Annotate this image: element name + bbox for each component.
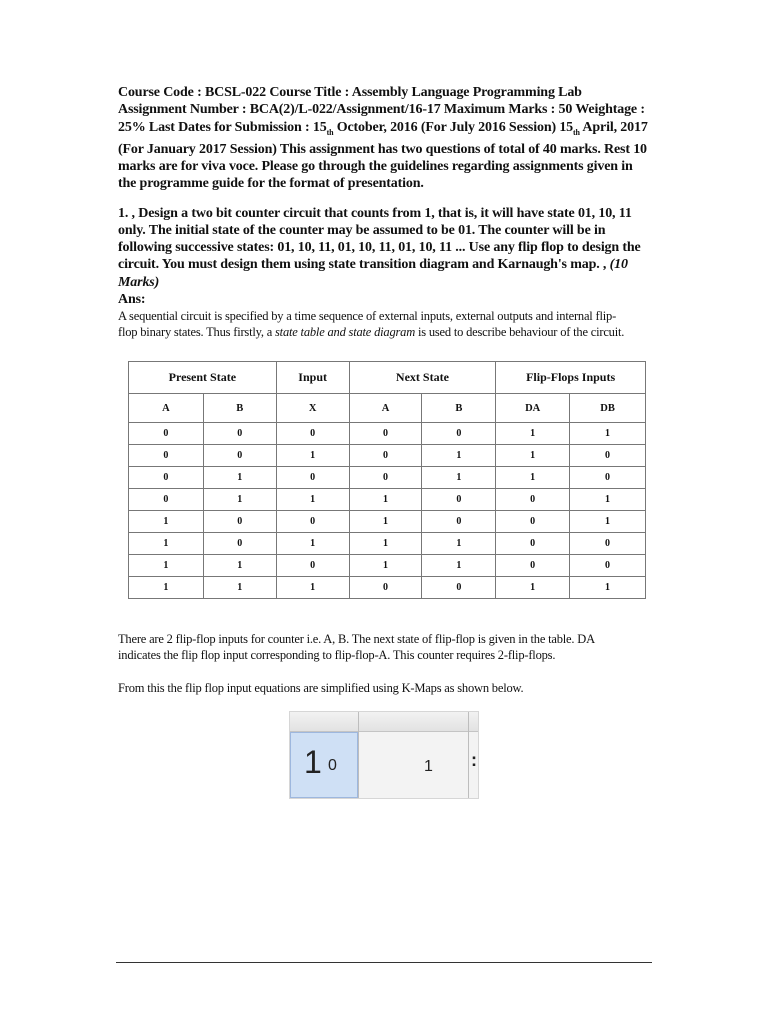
document-body bbox=[118, 84, 648, 340]
question-line bbox=[118, 256, 648, 273]
table-cell: 1 bbox=[422, 533, 496, 555]
answer-label: Ans: bbox=[118, 292, 146, 308]
table-cell: 0 bbox=[349, 577, 422, 599]
column-header: DA bbox=[496, 394, 570, 423]
table-cell: 1 bbox=[496, 467, 570, 489]
table-cell: 0 bbox=[422, 577, 496, 599]
flip-flop-paragraph bbox=[118, 631, 648, 663]
paragraph-line: There are 2 flip-flop inputs for counter i.e. A, B. The next state of flip-flop is given in the table. DA bbox=[118, 632, 595, 646]
question-text: circuit. You must design them using state transition diagram and Karnaugh's map. , bbox=[118, 257, 607, 273]
table-cell: 0 bbox=[496, 489, 570, 511]
paragraph-line: From this the flip flop input equations are simplified using K-Maps as shown below. bbox=[118, 681, 524, 695]
header-line: the programme guide for the format of presentation. bbox=[118, 176, 424, 192]
table-cell: 1 bbox=[129, 533, 204, 555]
table-cell: 0 bbox=[203, 423, 276, 445]
table-cell: 0 bbox=[349, 423, 422, 445]
table-cell: 1 bbox=[570, 423, 646, 445]
state-table-container bbox=[128, 361, 646, 599]
table-row bbox=[129, 533, 646, 555]
ordinal-suffix: th bbox=[326, 127, 334, 137]
table-cell: 0 bbox=[422, 511, 496, 533]
column-header: X bbox=[276, 394, 349, 423]
table-cell: 0 bbox=[570, 555, 646, 577]
column-header: DB bbox=[570, 394, 646, 423]
question-line bbox=[118, 274, 648, 291]
table-cell: 1 bbox=[203, 467, 276, 489]
table-cell: 1 bbox=[422, 555, 496, 577]
kmap-divider bbox=[358, 712, 359, 798]
header-line: (For January 2017 Session) This assignment has two questions of total of 40 marks. Rest 10 bbox=[118, 141, 647, 157]
table-cell: 1 bbox=[276, 577, 349, 599]
table-cell: 0 bbox=[422, 423, 496, 445]
table-cell: 0 bbox=[496, 533, 570, 555]
table-cell: 0 bbox=[203, 511, 276, 533]
intro-line bbox=[118, 324, 648, 340]
table-cell: 0 bbox=[203, 445, 276, 467]
table-cell: 1 bbox=[349, 489, 422, 511]
table-cell: 1 bbox=[422, 467, 496, 489]
header-line: Assignment Number : BCA(2)/L-022/Assignment/16-17 Maximum Marks : 50 Weightage : bbox=[118, 102, 645, 118]
table-row bbox=[129, 445, 646, 467]
state-table bbox=[128, 361, 646, 599]
header-line: marks are for viva voce. Please go through the guidelines regarding assignments given in bbox=[118, 158, 633, 174]
intro-emphasis: state table and state diagram bbox=[275, 325, 416, 340]
kmap-divider bbox=[468, 712, 469, 798]
group-header-input: Input bbox=[276, 362, 349, 394]
table-cell: 0 bbox=[349, 445, 422, 467]
kmap-cell-value: 1 bbox=[304, 744, 322, 780]
marks-label: (10 bbox=[609, 257, 628, 273]
question-line: only. The initial state of the counter may be assumed to be 01. The counter will be in bbox=[118, 222, 606, 238]
table-row bbox=[129, 577, 646, 599]
column-header: A bbox=[129, 394, 204, 423]
group-header-flip-flop-inputs: Flip-Flops Inputs bbox=[496, 362, 646, 394]
table-cell: 1 bbox=[276, 533, 349, 555]
table-cell: 0 bbox=[570, 445, 646, 467]
table-row bbox=[129, 489, 646, 511]
question-line: 1. , Design a two bit counter circuit that counts from 1, that is, it will have state 01, 10, 11 bbox=[118, 205, 632, 221]
table-cell: 0 bbox=[570, 467, 646, 489]
table-cell: 1 bbox=[570, 577, 646, 599]
table-cell: 0 bbox=[496, 555, 570, 577]
table-cell: 0 bbox=[129, 489, 204, 511]
intro-text: flop binary states. Thus firstly, a bbox=[118, 325, 276, 340]
table-cell: 0 bbox=[276, 423, 349, 445]
table-cell: 0 bbox=[276, 511, 349, 533]
table-cell: 0 bbox=[129, 467, 204, 489]
group-header-next-state: Next State bbox=[349, 362, 496, 394]
marks-label: Marks) bbox=[118, 274, 160, 290]
header-text: October, 2016 (For July 2016 Session) 15 bbox=[333, 119, 574, 135]
intro-line: A sequential circuit is specified by a time sequence of external inputs, external outputs and internal flip- bbox=[118, 309, 617, 324]
table-cell: 1 bbox=[203, 577, 276, 599]
kmap-intro-paragraph bbox=[118, 680, 648, 696]
table-cell: 0 bbox=[570, 533, 646, 555]
ordinal-suffix: th bbox=[573, 127, 580, 137]
table-cell: 0 bbox=[129, 445, 204, 467]
table-cell: 0 bbox=[349, 467, 422, 489]
table-cell: 1 bbox=[570, 511, 646, 533]
kmap-cell-value: 0 bbox=[328, 757, 337, 774]
group-header-present-state: Present State bbox=[129, 362, 277, 394]
table-cell: 1 bbox=[349, 555, 422, 577]
header-text: 25% Last Dates for Submission : 15 bbox=[118, 119, 327, 135]
table-cell: 1 bbox=[129, 555, 204, 577]
column-header: B bbox=[203, 394, 276, 423]
table-cell: 1 bbox=[203, 555, 276, 577]
kmap-cell-value: 1 bbox=[424, 758, 433, 775]
table-cell: 0 bbox=[203, 533, 276, 555]
table-cell: 1 bbox=[496, 577, 570, 599]
column-header: B bbox=[422, 394, 496, 423]
table-cell: 1 bbox=[129, 577, 204, 599]
kmap-selected-cell bbox=[290, 732, 358, 798]
table-cell: 1 bbox=[349, 511, 422, 533]
table-row bbox=[129, 467, 646, 489]
table-cell: 1 bbox=[570, 489, 646, 511]
table-cell: 1 bbox=[422, 445, 496, 467]
header-text: April, 2017 bbox=[579, 119, 648, 135]
table-row bbox=[129, 423, 646, 445]
table-cell: 1 bbox=[276, 489, 349, 511]
header-line: Course Code : BCSL-022 Course Title : Assembly Language Programming Lab bbox=[118, 85, 582, 100]
table-body bbox=[129, 423, 646, 599]
kmap-header-bar bbox=[290, 712, 478, 732]
assignment-header bbox=[118, 84, 648, 308]
footer-rule bbox=[116, 962, 652, 963]
table-cell: 1 bbox=[276, 445, 349, 467]
table-cell: 0 bbox=[496, 511, 570, 533]
table-cell: 0 bbox=[129, 423, 204, 445]
table-cell: 1 bbox=[496, 445, 570, 467]
header-line bbox=[118, 119, 648, 141]
table-row bbox=[129, 511, 646, 533]
question-line: following successive states: 01, 10, 11, 01, 10, 11, 01, 10, 11 ... Use any flip flop to design the bbox=[118, 240, 641, 256]
column-header: A bbox=[349, 394, 422, 423]
paragraph-line: indicates the flip flop input corresponding to flip-flop-A. This counter requires 2-flip-flops. bbox=[118, 648, 556, 662]
table-cell: 1 bbox=[129, 511, 204, 533]
column-header-row bbox=[129, 394, 646, 423]
table-cell: 1 bbox=[349, 533, 422, 555]
table-cell: 1 bbox=[496, 423, 570, 445]
kmap-cell-value: : bbox=[471, 750, 477, 770]
table-cell: 0 bbox=[276, 467, 349, 489]
kmap-image bbox=[289, 711, 479, 799]
table-cell: 1 bbox=[203, 489, 276, 511]
intro-text: is used to describe behaviour of the circuit. bbox=[415, 325, 625, 340]
table-cell: 0 bbox=[422, 489, 496, 511]
table-row bbox=[129, 555, 646, 577]
table-cell: 0 bbox=[276, 555, 349, 577]
